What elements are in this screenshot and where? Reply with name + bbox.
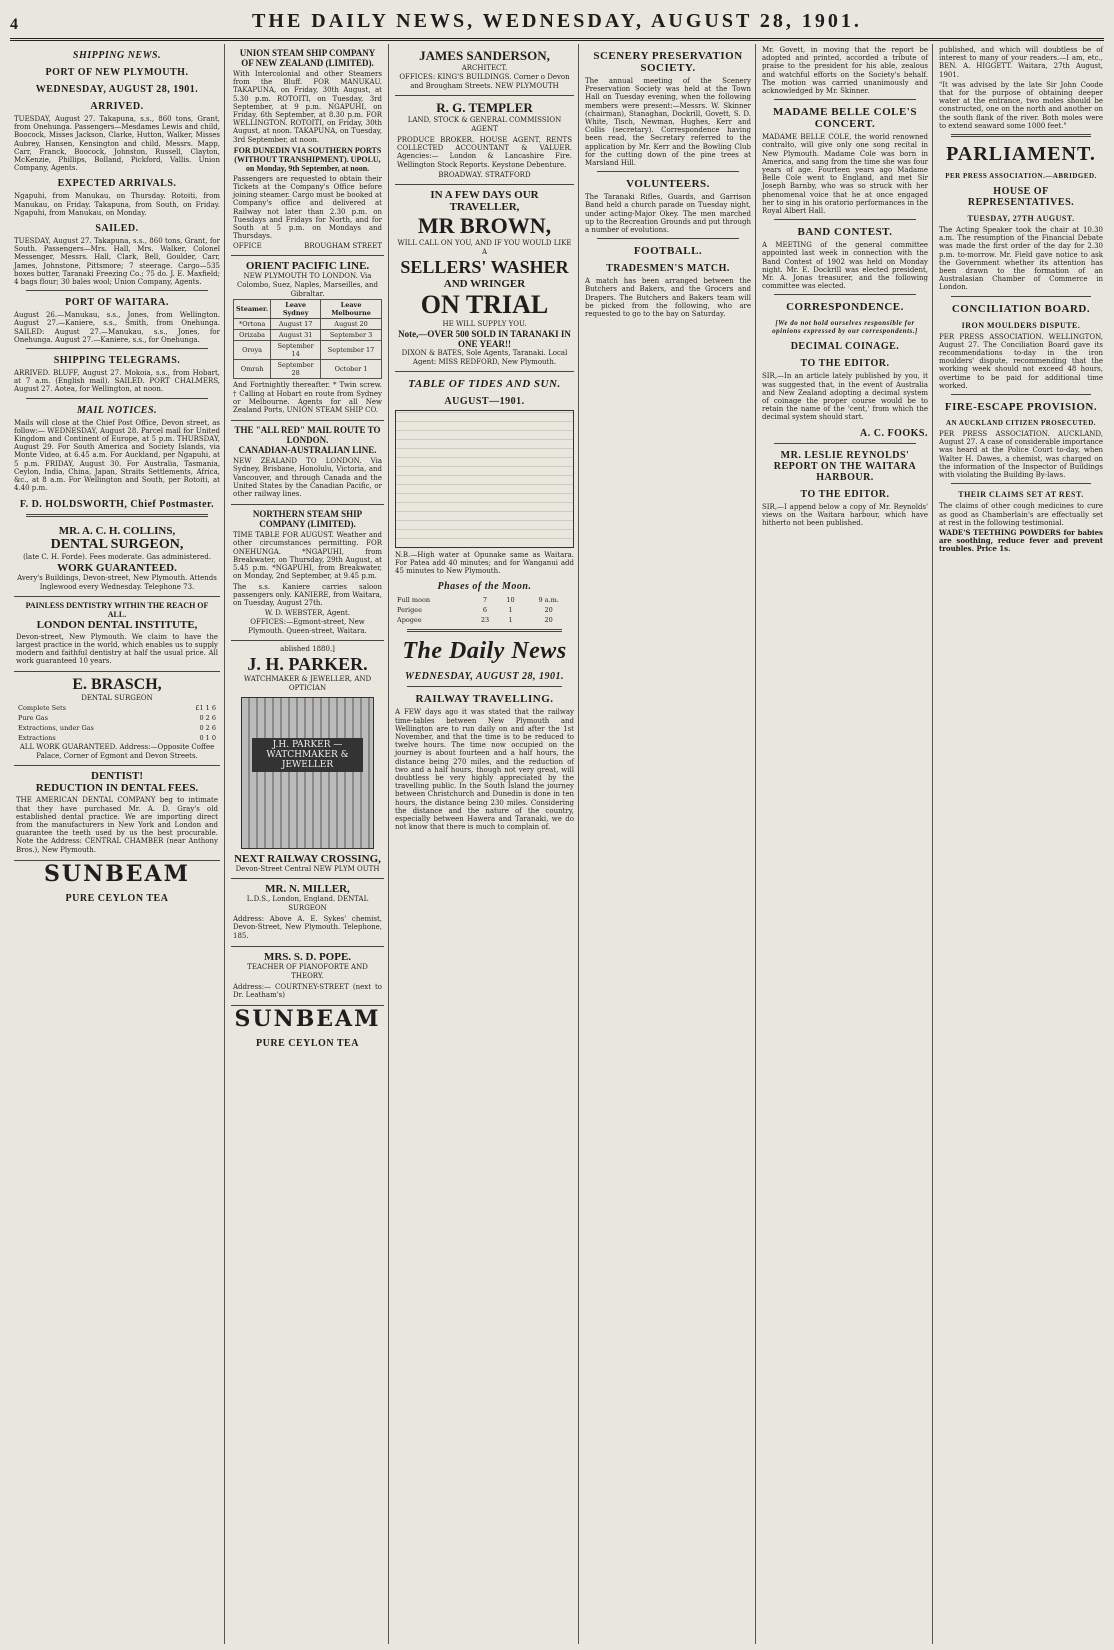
- divider: [774, 294, 916, 295]
- table-cell: Apogee: [397, 616, 422, 625]
- divider: [26, 514, 208, 517]
- storefront-illustration: [241, 697, 374, 849]
- divider: [597, 171, 739, 172]
- table-cell: Perigee: [397, 606, 422, 615]
- scenery-heading: SCENERY PRESERVATION SOCIETY.: [593, 50, 743, 74]
- washer-ad: [395, 185, 574, 372]
- northern-ad: [231, 505, 384, 641]
- table-cell: September 14: [271, 341, 321, 360]
- newspaper-title: THE DAILY NEWS, WEDNESDAY, AUGUST 28, 1901.: [252, 10, 862, 32]
- brown-text: WILL CALL ON YOU, AND IF YOU WOULD LIKE A: [397, 238, 572, 256]
- canadian-title: CANADIAN-AUSTRALIAN LINE.: [238, 445, 377, 456]
- parliament-heading: PARLIAMENT.: [946, 143, 1096, 166]
- column-header: Leave Melbourne: [321, 300, 382, 319]
- arrived-text: TUESDAY, August 27. Takapuna, s.s., 860 tons, Grant, from Onehunga. Passengers—Mesdames Lewis and child, Boocock, Misses Jackson, Clarke, Hutton, Walker, Misses Aubrey, Hansen, Kensington and child, Messrs. Mapp, Carr, Franck, Boocock, Johnston, Russell, Clayton, McKenzie, Phillips, Bolland, Pickford, Vallis. Union Company, Agents.: [14, 115, 220, 173]
- miller-address: Address: Above A. E. Sykes' chemist, Devon-Street, New Plymouth. Telephone, 185.: [233, 915, 382, 940]
- sunbeam-sub: PURE CEYLON TEA: [256, 1038, 359, 1050]
- union-text: With Intercolonial and other Steamers from the Bluff. FOR MANUKAU. TAKAPUNA, on Friday, 30th August, at 5.30 p.m. ROTOITI, on Tuesday, 3rd September, at 9 p.m. NGAPUHI, on Friday, 6th September, at 8.30 p.m. FOR WELLINGTON. ROTOITI, on Friday, 30th August, at noon. TAKAPUNA, on Tuesday, 3rd September, at noon.: [233, 70, 382, 144]
- volunteers-heading: VOLUNTEERS.: [626, 178, 710, 191]
- table-row: [234, 341, 382, 360]
- table-cell: 20: [544, 606, 553, 615]
- divider: [951, 296, 1091, 297]
- sanderson-ad: [395, 44, 574, 96]
- broadway-line: BROADWAY. STRATFORD: [438, 170, 531, 179]
- table-cell: September 3: [321, 330, 382, 341]
- price-item: Pure Gas: [18, 714, 48, 723]
- price-item: Complete Sets: [18, 704, 66, 713]
- divider: [26, 348, 208, 349]
- wades-ad: WADE'S TEETHING POWDERS for babies are soothing, reduce fever and prevent troubles. Price 1s.: [939, 527, 1103, 554]
- table-cell: October 1: [321, 360, 382, 379]
- all-red-title: THE "ALL RED" MAIL ROUTE TO LONDON.: [234, 425, 381, 446]
- parliament-sub: PER PRESS ASSOCIATION.—ABRIDGED.: [945, 172, 1097, 181]
- table-cell: August 20: [321, 319, 382, 330]
- date-line: WEDNESDAY, AUGUST 28, 1901.: [35, 84, 199, 95]
- table-cell: September 17: [321, 341, 382, 360]
- port-heading: PORT OF NEW PLYMOUTH.: [45, 67, 189, 78]
- orient-ad: [231, 256, 384, 421]
- templer-ad: [395, 96, 574, 185]
- divider: [951, 394, 1091, 395]
- northern-text: TIME TABLE FOR AUGUST. Weather and other circumstances permitting. FOR ONEHUNGA. *NGAPUHI, from Breakwater, on Thursday, 29th August, at 5.45 p.m. *NGAPUHI, from Breakwater, on Monday, 2nd September, at 9.45 p.m.: [233, 531, 382, 581]
- union-title: UNION STEAM SHIP COMPANY OF NEW ZEALAND (LIMITED).: [239, 48, 376, 68]
- brasch-name: E. BRASCH,: [72, 676, 162, 694]
- templer-name: R. G. TEMPLER: [436, 100, 533, 115]
- collins-note: (late C. H. Forde). Fees moderate. Gas administered.: [23, 552, 211, 561]
- canadian-text: NEW ZEALAND TO LONDON. Via Sydney, Brisbane, Honolulu, Victoria, and Vancouver, and through Canada and the United States by the Canadian Pacific, or other railway lines.: [233, 457, 382, 499]
- column-header: Leave Sydney: [271, 300, 321, 319]
- collins-address: Avery's Buildings, Devon-street, New Plymouth. Attends Inglewood every Wednesday. Telephone 73.: [17, 573, 217, 591]
- brasch-sub: DENTAL SURGEON: [81, 694, 153, 703]
- fire-escape-heading: FIRE-ESCAPE PROVISION.: [944, 401, 1098, 414]
- collins-ad: [14, 521, 220, 597]
- house-date: TUESDAY, 27TH AUGUST.: [967, 214, 1075, 224]
- sunbeam-sub-left: PURE CEYLON TEA: [65, 892, 169, 904]
- price-value: 0 2 6: [199, 724, 216, 733]
- table-cell: 20: [544, 616, 553, 625]
- belle-cole-heading: MADAME BELLE COLE'S CONCERT.: [773, 106, 917, 131]
- table-cell: 7: [482, 596, 488, 605]
- waitara-text: August 26.—Manukau, s.s., Jones, from Wellington. August 27.—Kaniere, s.s., Smith, from Onehunga. SAILED: August 27.—Manukau, s.s., Jones, for Onehunga. August 27.—Kaniere, s.s., for Onehunga.: [14, 311, 220, 344]
- kaniere-text: The s.s. Kaniere carries saloon passengers only. KANIERE, from Waitara, on Tuesday, August 27th.: [233, 582, 382, 607]
- table-cell: 6: [482, 606, 488, 615]
- railway-crossing: NEXT RAILWAY CROSSING,: [234, 853, 381, 866]
- football-text: A match has been arranged between the Butchers and Bakers, and the Grocers and Drapers. The Butchers and Bakers team will be picked from the following, who are requested to go to the bay on Saturday.: [585, 277, 751, 319]
- reynolds-text: SIR,—I append below a copy of Mr. Reynolds' views on the Waitara harbour, which have hitherto not been published.: [762, 502, 928, 528]
- dixon-agents: DIXON & BATES, Sole Agents, Taranaki. Local Agent: MISS REDFORD, New Plymouth.: [401, 348, 568, 366]
- table-cell: 9 a.m.: [538, 596, 559, 605]
- northern-title: NORTHERN STEAM SHIP COMPANY (LIMITED).: [252, 509, 363, 530]
- sold-note: Note,—OVER 500 SOLD IN TARANAKI IN ONE YEAR!!: [398, 328, 571, 349]
- football-sub: TRADESMEN'S MATCH.: [606, 263, 730, 275]
- brasch-ad: [14, 672, 220, 766]
- orient-sub: NEW PLYMOUTH TO LONDON. Via Colombo, Suez, Naples, Marseilles, and Gibraltar.: [236, 272, 379, 299]
- table-cell: 23: [480, 616, 490, 625]
- table-cell: September 28: [271, 360, 321, 379]
- divider: [407, 686, 562, 687]
- house-text: The Acting Speaker took the chair at 10.30 a.m. The resumption of the Financial Debate was made the first order of the day for 2.30 p.m. to-morrow. Mr. Field gave notice to ask the Government whether its attention has been drawn to the formation of an Australasian Chamber of Commerce in London.: [939, 226, 1103, 292]
- moon-heading: Phases of the Moon.: [437, 581, 532, 593]
- expected-text: Ngapuhi, from Manukau, on Thursday. Rotoiti, from Manukau, on Friday. Takapuna, from South, on Friday. Ngapuhi, from Manukau, on Monday.: [14, 192, 220, 217]
- divider: [951, 483, 1091, 484]
- sailed-text: TUESDAY, August 27. Takapuna, s.s., 860 tons, Grant, for South. Passengers—Mrs. Hall, Mrs. Walker, Colonel Messenger, Messrs. Hall, Clark, Bell, Goulder, Carr, James, Johnstone, Pittsmore; 7 steerage. Cargo—535 boxes butter, Taranaki Freezing Co.; 75 do. J. E. Maxfield; 4 bags flour; 30 bales wool; Union Company, Agents.: [14, 237, 220, 287]
- divider: [407, 629, 562, 632]
- divider: [951, 134, 1091, 137]
- correspondence-heading: CORRESPONDENCE.: [786, 301, 904, 314]
- coinage-heading: DECIMAL COINAGE.: [790, 341, 900, 353]
- table-cell: Full moon: [397, 596, 431, 605]
- templer-sub: LAND, STOCK & GENERAL COMMISSION AGENT: [407, 116, 562, 133]
- house-heading: HOUSE OF REPRESENTATIVES.: [967, 186, 1075, 209]
- sanderson-address: OFFICES: KING'S BUILDINGS. Corner o Devon and Brougham Streets. NEW PLYMOUTH: [399, 73, 570, 90]
- mail-heading: MAIL NOTICES.: [76, 404, 158, 416]
- table-cell: 1: [508, 616, 513, 625]
- price-item: Extractions: [18, 734, 56, 743]
- table-cell: August 31: [271, 330, 321, 341]
- page-number: 4: [10, 16, 18, 33]
- divider: [774, 99, 916, 100]
- table-row: [395, 595, 574, 605]
- table-row: [395, 605, 574, 615]
- brown-lead: IN A FEW DAYS OUR TRAVELLER,: [430, 188, 539, 213]
- scenery-continued: Mr. Govett, in moving that the report be adopted and printed, accorded a tribute of praise to the president for his able, zealous and watchful efforts on the Society's behalf. The motion was carried unanimously and acknowledged by Mr. Skinner.: [762, 46, 928, 96]
- dunedin-text: FOR DUNEDIN VIA SOUTHERN PORTS (WITHOUT TRANSHIPMENT). UPOLU, on Monday, 9th September, at noon.: [233, 145, 382, 173]
- parker-established: ablished 1880.]: [280, 645, 335, 654]
- tide-heading: TABLE OF TIDES AND SUN.: [408, 377, 561, 390]
- waitara-heading: PORT OF WAITARA.: [65, 297, 169, 309]
- column-4: [581, 44, 756, 1644]
- parker-ad: [231, 641, 384, 879]
- sunbeam-ad-left: SUNBEAM: [44, 860, 190, 887]
- coinage-to-editor: TO THE EDITOR.: [800, 358, 890, 370]
- price-item: Extractions, under Gas: [18, 724, 94, 733]
- volunteers-text: The Taranaki Rifles, Guards, and Garrison Band held a church parade on Tuesday night, under acting-Major Okey. The men marched up to the Recreation Grounds and put through a number of evolutions.: [585, 193, 751, 235]
- fire-escape-text: PER PRESS ASSOCIATION. AUCKLAND, August 27. A case of considerable importance was heard at the Police Court to-day, when Walter H. Dawes, a chemist, was charged on the information of the Inspector of Buildings with violating the Building By-laws.: [939, 430, 1103, 480]
- dentist-heading: DENTIST!: [91, 770, 143, 783]
- conciliation-heading: CONCILIATION BOARD.: [951, 302, 1091, 315]
- coinage-text: SIR,—In an article lately published by you, it was suggested that, in the event of Australia and New Zealand adopting a decimal system of coinage the proper course would be to retain the name of the 'cent,' from which the decimal system should start.: [762, 372, 928, 422]
- sailed-heading: SAILED.: [95, 223, 139, 235]
- claims-heading: THEIR CLAIMS SET AT REST.: [958, 490, 1084, 500]
- table-cell: *Ortona: [234, 319, 271, 330]
- divider: [26, 290, 208, 291]
- wringer-label: AND WRINGER: [443, 277, 526, 290]
- tide-table: [395, 410, 574, 548]
- daily-news-title: The Daily News: [402, 638, 567, 665]
- union-text-2: Passengers are requested to obtain their Tickets at the Company's Office before joining steamer. Cargo must be booked at Company's office and delivered at Railway not later than 2.30 p.m. on Tuesdays and Fridays for North, and for South at 5 p.m. on Mondays and Thursdays.: [233, 174, 382, 241]
- parker-name: J. H. PARKER.: [247, 654, 368, 675]
- table-row: [234, 330, 382, 341]
- tide-month: AUGUST—1901.: [444, 395, 525, 407]
- column-6: [935, 44, 1107, 1644]
- orient-title: ORIENT PACIFIC LINE.: [245, 260, 370, 273]
- pope-address: Address:— COURTNEY-STREET (next to Dr. Leatham's): [233, 982, 382, 999]
- column-header: Steamer.: [234, 300, 271, 319]
- telegrams-text: ARRIVED. BLUFF, August 27. Mokoia, s.s., from Hobart, at 7 a.m. (English mail). SAILED. PORT CHALMERS, August 27. Aotea, for Wellington, at noon.: [14, 369, 220, 394]
- table-cell: Omrah: [234, 360, 271, 379]
- table-cell: Oroya: [234, 341, 271, 360]
- work-guaranteed: WORK GUARANTEED.: [57, 561, 177, 574]
- sanderson-name: JAMES SANDERSON,: [419, 48, 550, 63]
- mail-text: Mails will close at the Chief Post Office, Devon street, as follow:— WEDNESDAY, August 28. Parcel mail for United Kingdom and Continent of Europe, at 5 p.m. THURSDAY, August 29. For South America and Society Islands, via Monte Video, at 6.45 a.m. For Auckland, per Ngapuhi, at 5 p.m. FRIDAY, August 30. For Australia, Tasmania, Ceylon, India, China, Japan, Straits Settlements, Africa, &c., at 8 a.m. For Wellington and South, per Rotoiti, at 4.40 p.m.: [14, 418, 220, 493]
- brown-name: MR BROWN,: [417, 212, 552, 238]
- templer-text: PRODUCE BROKER. HOUSE AGENT, RENTS COLLECTED ACCOUNTANT & VALUER. Agencies:— London & Lancashire Fire. Wellington Stock Reports. Keystone Debenture.: [397, 136, 572, 169]
- football-heading: FOOTBALL.: [633, 245, 703, 258]
- pope-name: MRS. S. D. POPE.: [263, 950, 352, 963]
- supply-text: HE WILL SUPPLY YOU.: [442, 319, 527, 328]
- institute-text: Devon-street, New Plymouth. We claim to have the largest practice in the world, which enables us to supply modern and faithful dentistry at half the usual price. All work guaranteed 10 years.: [16, 632, 218, 666]
- price-row: [16, 703, 218, 713]
- union-ad: [231, 44, 384, 256]
- postmaster: F. D. HOLDSWORTH, Chief Postmaster.: [19, 498, 215, 510]
- daily-news-date: WEDNESDAY, AUGUST 28, 1901.: [405, 671, 564, 683]
- price-row: [16, 723, 218, 733]
- webster-name: W. D. WEBSTER, Agent.: [264, 609, 351, 618]
- telegrams-heading: SHIPPING TELEGRAMS.: [53, 355, 181, 367]
- pope-sub: TEACHER OF PIANOFORTE AND THEORY.: [247, 962, 368, 980]
- office-line: [233, 242, 382, 251]
- orient-table: [233, 299, 382, 379]
- sunbeam-ad: SUNBEAM: [234, 1006, 381, 1033]
- canadian-ad: [231, 421, 384, 505]
- painless-heading: PAINLESS DENTISTRY WITHIN THE REACH OF ALL.: [25, 600, 209, 619]
- office-label: OFFICE: [233, 242, 262, 251]
- washer-name: SELLERS' WASHER: [400, 256, 569, 277]
- shipping-news-heading: SHIPPING NEWS.: [72, 50, 162, 61]
- reynolds-heading: MR. LESLIE REYNOLDS' REPORT ON THE WAITARA HARBOUR.: [773, 449, 917, 483]
- sanderson-sub: ARCHITECT.: [461, 64, 508, 72]
- orient-note: And Fortnightly thereafter. * Twin screw. † Calling at Hobart en route from Sydney or Melbourne. Agents for all New Zealand Ports, UNION STEAM SHIP CO.: [233, 381, 382, 415]
- price-value: £1 1 6: [195, 704, 216, 713]
- scenery-text: The annual meeting of the Scenery Preservation Society was held at the Town Hall on Tuesday evening, when the following members were present:—Messrs. W. Skinner (chairman), Stanaghan, Dockrill, Govett, S. D. White, Tisch, Newman, Hughes, Kerr and Collis (secretary). Correspondence having been read, the Secretary referred to the application by Mr. Kerr and the Bowling Club for the cutting down of the pine trees at Marsland Hill.: [585, 77, 751, 168]
- collins-name: MR. A. C. H. COLLINS,: [58, 524, 176, 537]
- arrived-heading: ARRIVED.: [90, 101, 144, 112]
- store-sign: J.H. PARKER — WATCHMAKER & JEWELLER: [252, 738, 363, 772]
- column-2: [227, 44, 389, 1644]
- table-row: [234, 319, 382, 330]
- divider: [774, 219, 916, 220]
- divider: [597, 238, 739, 239]
- reynolds-to-editor: TO THE EDITOR.: [800, 488, 890, 500]
- table-cell: August 17: [271, 319, 321, 330]
- coinage-signature: A. C. FOOKS.: [860, 427, 928, 439]
- brasch-note: ALL WORK GUARANTEED. Address:—Opposite Coffee Palace, Corner of Egmont and Devon Streets.: [19, 743, 215, 761]
- table-cell: 10: [506, 596, 515, 605]
- office-address: BROUGHAM STREET: [304, 242, 382, 251]
- brasch-price-table: [16, 703, 218, 743]
- table-cell: Orizaba: [234, 330, 271, 341]
- letter-continued: published, and which will doubtless be of interest to many of your readers.—I am, etc., BEN. A. HIGGETT. Waitara, 27th August, 1901.: [939, 46, 1103, 79]
- table-header: [234, 300, 382, 319]
- column-5: [758, 44, 933, 1644]
- miller-ad: [231, 879, 384, 947]
- pope-ad: [231, 947, 384, 1006]
- table-row: [395, 615, 574, 625]
- parker-sub: WATCHMAKER & JEWELLER, AND OPTICIAN: [243, 675, 372, 693]
- band-contest-text: A MEETING of the general committee appointed last week in connection with the Band Contest of 1902 was held on Monday night. Mr. E. Dockrill was elected president, Mr. A. Jonas treasurer, and the following committee was elected.: [762, 241, 928, 291]
- railway-heading: RAILWAY TRAVELLING.: [415, 693, 554, 706]
- reduction-heading: REDUCTION IN DENTAL FEES.: [35, 782, 199, 795]
- on-trial: ON TRIAL: [420, 289, 549, 319]
- table-cell: 1: [508, 606, 513, 615]
- institute-ad: [14, 597, 220, 673]
- railway-sub: Devon-Street Central NEW PLYM OUTH: [235, 865, 380, 874]
- masthead: [10, 2, 1104, 41]
- fire-escape-sub: AN AUCKLAND CITIZEN PROSECUTED.: [945, 419, 1097, 428]
- miller-name: MR. N. MILLER,: [265, 883, 350, 896]
- moon-table: [395, 595, 574, 625]
- correspondence-note: [We do not hold ourselves responsible for opinions expressed by our correspondents.]: [772, 319, 918, 336]
- american-dental-ad: [14, 766, 220, 860]
- column-3: [391, 44, 579, 1644]
- belle-cole-text: MADAME BELLE COLE, the world renowned contralto, will give only one song recital in New Plymouth. Madame Cole was born in America, and sang from the time she was four years of age. Fourteen years ago Madame Belle Cole went to England, and met Sir Joseph Barnby, who was so struck with her phenomenal voice that he at once engaged her to sing in his oratorio performances in the Royal Albert Hall.: [762, 133, 928, 216]
- conciliation-text: PER PRESS ASSOCIATION. WELLINGTON, August 27. The Conciliation Board gave its recommendations to-day in the iron moulders' dispute, recommending that the working week should not exceed 48 hours, overtime to be paid for additional time worked.: [939, 332, 1103, 390]
- divider: [774, 443, 916, 444]
- miller-sub: L.D.S., London, England. DENTAL SURGEON: [246, 895, 369, 913]
- column-1: [10, 44, 225, 1644]
- band-contest-heading: BAND CONTEST.: [797, 226, 893, 239]
- railway-text: A FEW days ago it was stated that the railway time-tables between New Plymouth and Wellington are to run daily on and after the 1st November, and that the time is to be reduced to twelve hours. The time now occupied on the journey is about fourteen and a half hours, the distance being 270 miles, and the reduction of two and a half hours, though not very great, will doubtless be very highly appreciated by the travelling public. In the South Island the journey between Christchurch and Dunedin is done in ten hours, the distance being 230 miles. Considering the distance and the nature of the country, especially between Hawera and Taranaki, we do not know that there is much to complain of.: [395, 708, 574, 832]
- institute-name: LONDON DENTAL INSTITUTE,: [36, 618, 198, 631]
- tide-note: N.B.—High water at Opunake same as Waitara. For Patea add 40 minutes; and for Wanganui add 45 minutes to New Plymouth.: [395, 550, 574, 576]
- table-row: [234, 360, 382, 379]
- reduction-text: THE AMERICAN DENTAL COMPANY beg to intimate that they have purchased Mr. A. D. Gray's old established dental practice. We are importing direct from the manufacturers in New York and London and guarantee the teeth used by us the best procurable. Note the Address: CENTRAL CHAMBER (near Anthony Bros.), New Plymouth.: [16, 796, 218, 854]
- price-value: 0 2 6: [199, 714, 216, 723]
- collins-title: DENTAL SURGEON,: [50, 536, 184, 552]
- claims-text: The claims of other cough medicines to cure as good as Chamberlain's are effectually set at rest in the following testimonial.: [939, 502, 1103, 527]
- coode-quote: "It was advised by the late Sir John Coode that for the purpose of obtaining deeper water at the entrance, two moles should be constructed, one on the north and another on the south flank of the river. Both moles were to extend seaward some 1000 feet.": [939, 80, 1103, 130]
- price-value: 0 1 0: [199, 734, 216, 743]
- conciliation-sub: IRON MOULDERS DISPUTE.: [961, 320, 1081, 330]
- price-row: [16, 713, 218, 723]
- divider: [26, 398, 208, 399]
- price-row: [16, 733, 218, 743]
- webster-address: OFFICES:—Egmont-street, New Plymouth. Queen-street, Waitara.: [248, 618, 367, 636]
- expected-heading: EXPECTED ARRIVALS.: [57, 178, 177, 190]
